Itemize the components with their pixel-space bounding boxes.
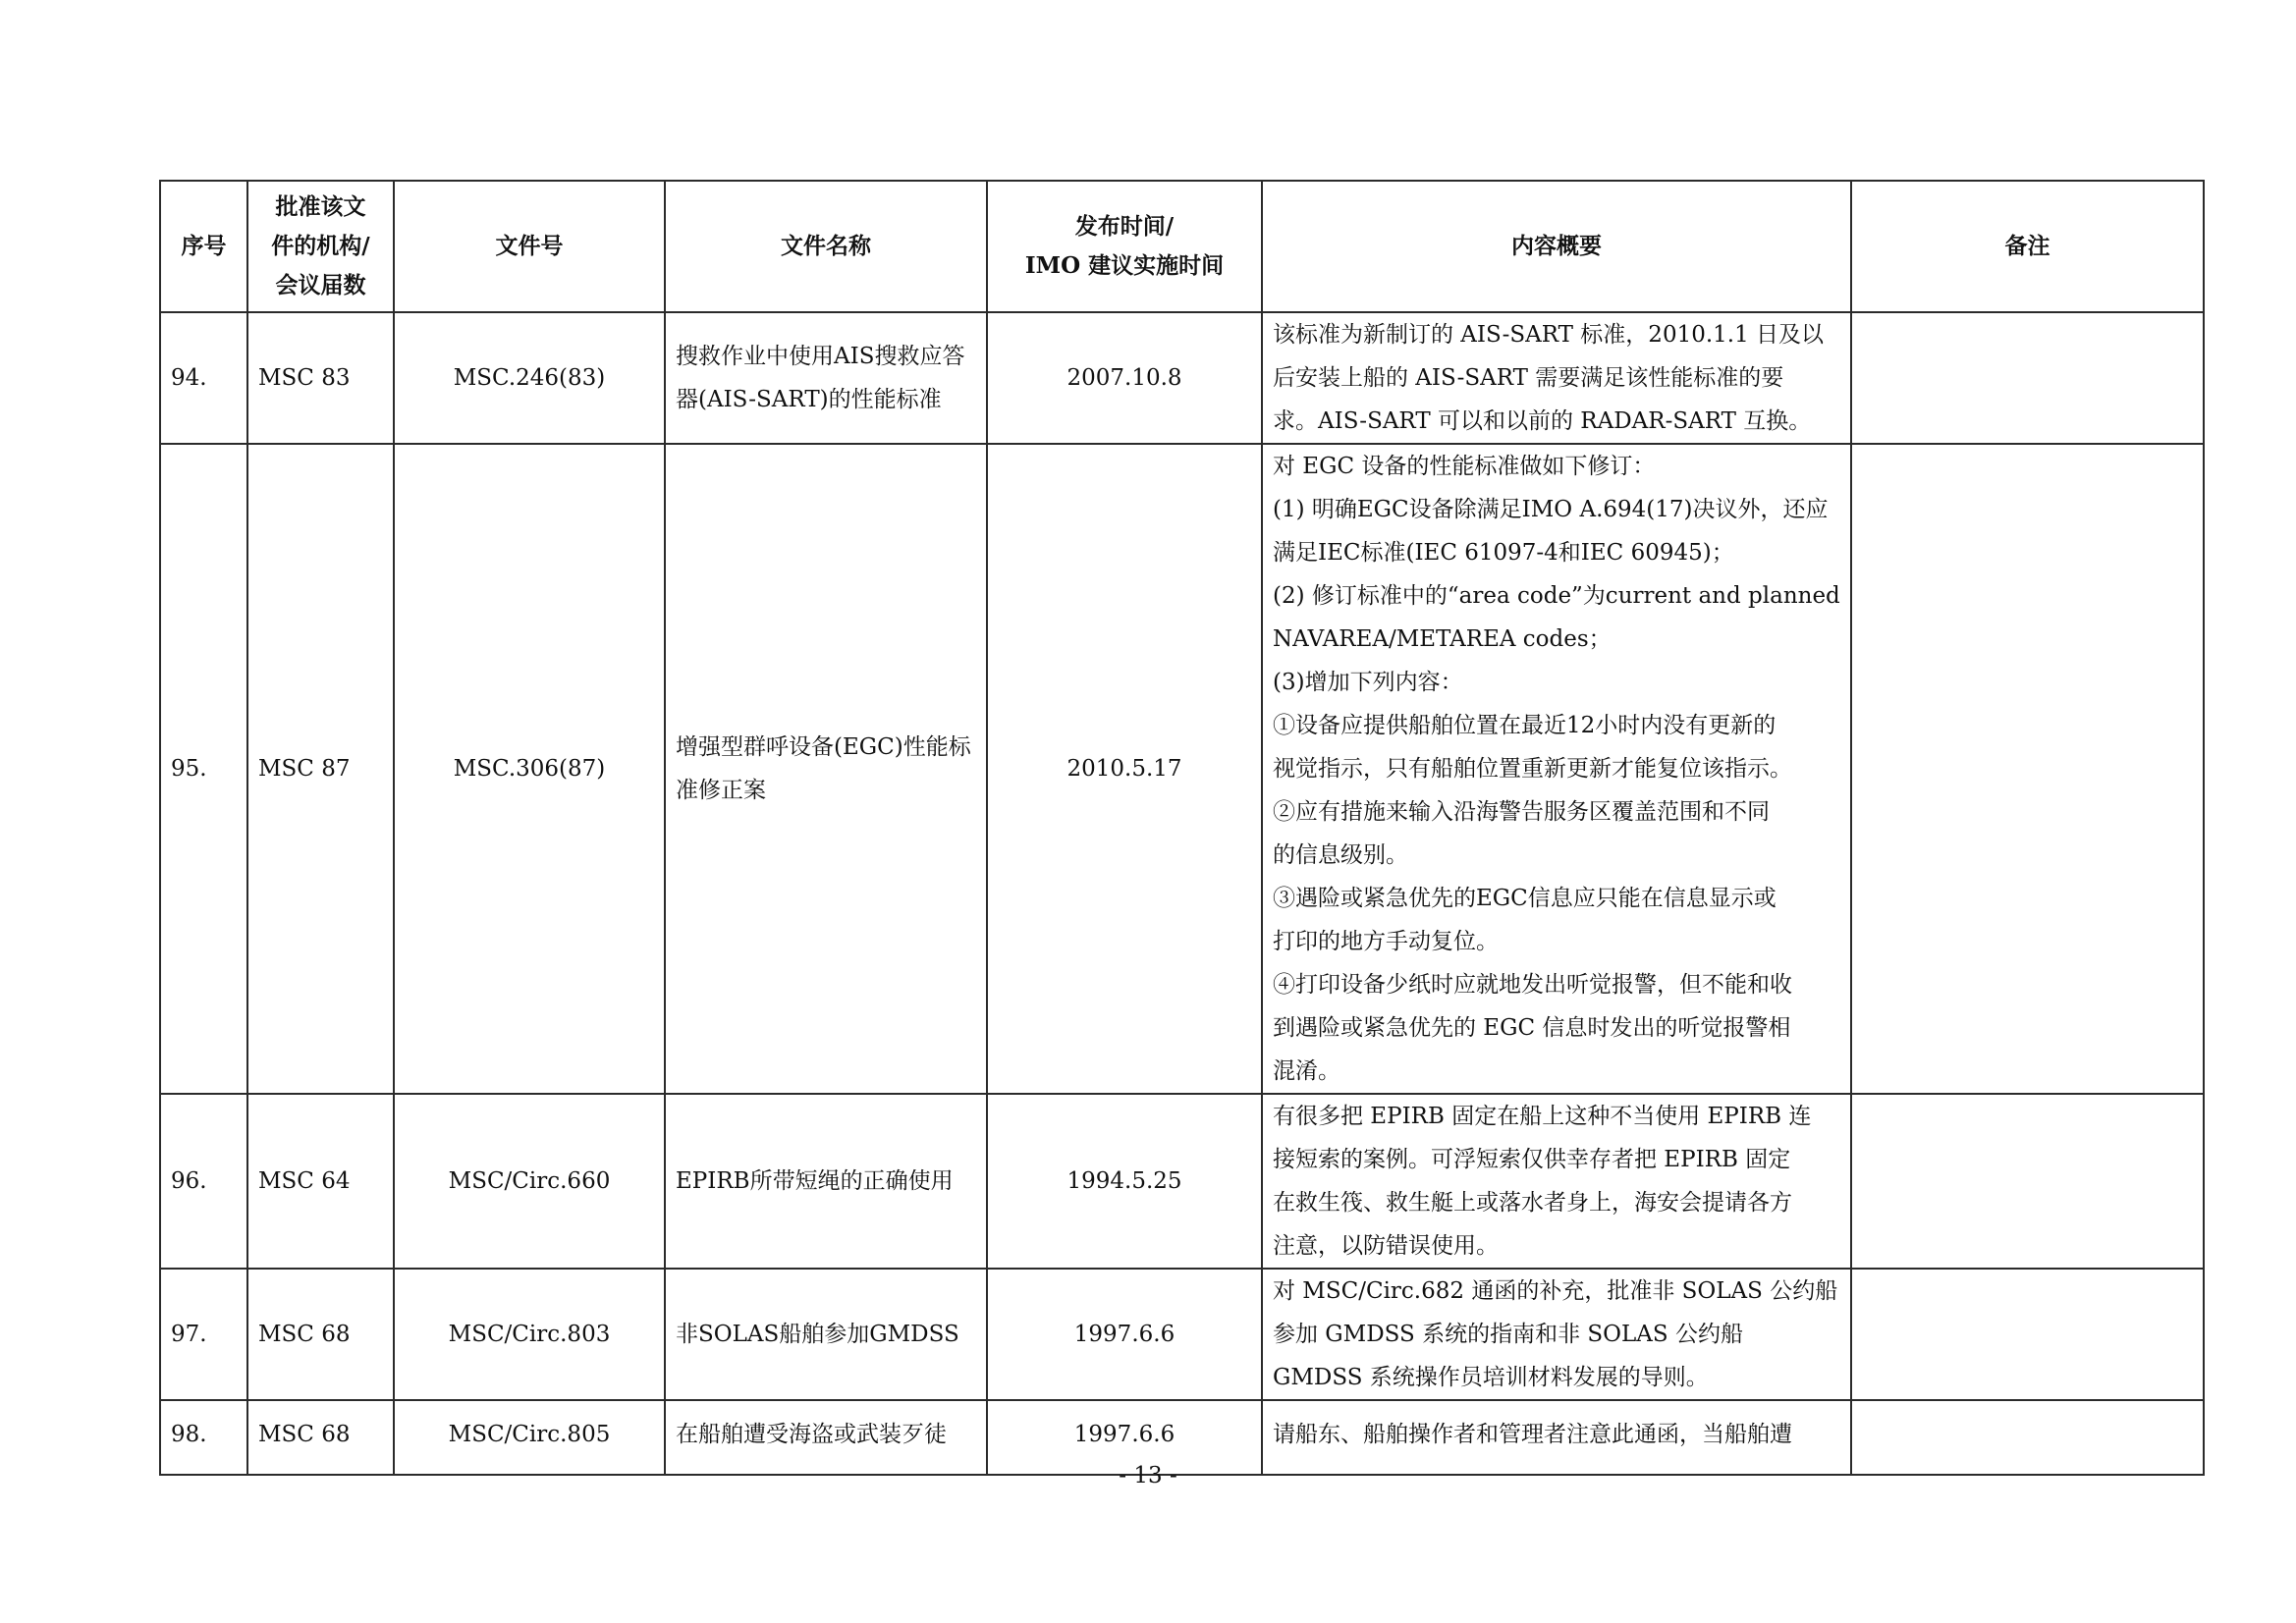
content-line: ③遇险或紧急优先的EGC信息应只能在信息显示或 <box>1273 886 1777 911</box>
doc-name-line: EPIRB所带短绳的正确使用 <box>676 1168 954 1194</box>
cell-content <box>1262 444 1851 1094</box>
doc-name-line: 器(AIS-SART)的性能标准 <box>676 387 942 412</box>
doc-name-line: 搜救作业中使用AIS搜救应答 <box>676 344 965 369</box>
content-line: 满足IEC标准(IEC 61097-4和IEC 60945)； <box>1273 540 1734 566</box>
content-line: (2) 修订标准中的“area code”为current and planned <box>1273 583 1840 609</box>
header-date-line-2: IMO 建议实施时间 <box>1024 252 1225 279</box>
content-line: 对 EGC 设备的性能标准做如下修订： <box>1273 454 1656 479</box>
cell-no: 94. <box>160 312 247 444</box>
content-line: GMDSS 系统操作员培训材料发展的导则。 <box>1273 1365 1709 1390</box>
header-org-line-2: 件的机构/ <box>271 233 370 259</box>
cell-doc-number: MSC.246(83) <box>394 312 665 444</box>
content-line: (1) 明确EGC设备除满足IMO A.694(17)决议外，还应 <box>1273 497 1829 522</box>
cell-doc-name <box>665 1269 987 1400</box>
cell-org: MSC 68 <box>247 1269 394 1400</box>
content-line: 在救生筏、救生艇上或落水者身上，海安会提请各方 <box>1273 1190 1792 1216</box>
header-doc-name: 文件名称 <box>665 181 987 312</box>
content-line: 注意，以防错误使用。 <box>1273 1233 1499 1259</box>
cell-org: MSC 87 <box>247 444 394 1094</box>
content-line: 混淆。 <box>1273 1058 1340 1084</box>
cell-doc-name <box>665 312 987 444</box>
doc-name-line: 准修正案 <box>676 778 766 803</box>
cell-content <box>1262 312 1851 444</box>
cell-doc-name <box>665 444 987 1094</box>
content-line: 的信息级别。 <box>1273 842 1408 868</box>
content-line: ④打印设备少纸时应就地发出听觉报警，但不能和收 <box>1273 972 1792 998</box>
content-line: 请船东、船舶操作者和管理者注意此通函，当船舶遭 <box>1273 1422 1792 1447</box>
header-note: 备注 <box>1851 181 2204 312</box>
cell-no: 95. <box>160 444 247 1094</box>
content-line: 打印的地方手动复位。 <box>1273 929 1499 954</box>
table-row <box>160 444 2204 1094</box>
cell-content <box>1262 1094 1851 1269</box>
content-line: 对 MSC/Circ.682 通函的补充，批准非 SOLAS 公约船 <box>1273 1278 1838 1304</box>
content-line: 该标准为新制订的 AIS-SART 标准，2010.1.1 日及以 <box>1273 322 1825 348</box>
content-line: ②应有措施来输入沿海警告服务区覆盖范围和不同 <box>1273 799 1770 825</box>
content-line: 后安装上船的 AIS-SART 需要满足该性能标准的要 <box>1273 365 1784 391</box>
header-org <box>247 181 394 312</box>
content-line: ①设备应提供船舶位置在最近12小时内没有更新的 <box>1273 713 1777 738</box>
page-number: - 13 - <box>1119 1463 1177 1488</box>
content-line: 参加 GMDSS 系统的指南和非 SOLAS 公约船 <box>1273 1322 1743 1347</box>
content-line: 到遇险或紧急优先的 EGC 信息时发出的听觉报警相 <box>1273 1015 1791 1041</box>
header-org-line-1: 批准该文 <box>275 193 366 220</box>
cell-org: MSC 68 <box>247 1400 394 1475</box>
content-line: 求。AIS-SART 可以和以前的 RADAR-SART 互换。 <box>1273 408 1812 434</box>
cell-no: 96. <box>160 1094 247 1269</box>
header-content: 内容概要 <box>1262 181 1851 312</box>
table-row <box>160 312 2204 444</box>
cell-doc-number: MSC/Circ.805 <box>394 1400 665 1475</box>
cell-date: 1997.6.6 <box>987 1400 1262 1475</box>
table-row <box>160 1094 2204 1269</box>
content-line: 视觉指示，只有船舶位置重新更新才能复位该指示。 <box>1273 756 1792 782</box>
cell-note <box>1851 1269 2204 1400</box>
cell-date: 2010.5.17 <box>987 444 1262 1094</box>
cell-note <box>1851 1094 2204 1269</box>
cell-content <box>1262 1269 1851 1400</box>
content-line: (3)增加下列内容： <box>1273 670 1463 695</box>
cell-note <box>1851 444 2204 1094</box>
doc-name-line: 增强型群呼设备(EGC)性能标 <box>676 734 971 760</box>
content-line: NAVAREA/METAREA codes； <box>1273 626 1612 652</box>
header-doc-number: 文件号 <box>394 181 665 312</box>
header-org-line-3: 会议届数 <box>275 272 366 298</box>
cell-doc-number: MSC/Circ.660 <box>394 1094 665 1269</box>
cell-no: 97. <box>160 1269 247 1400</box>
cell-doc-name <box>665 1094 987 1269</box>
cell-org: MSC 64 <box>247 1094 394 1269</box>
doc-name-line: 在船舶遭受海盗或武装歹徒 <box>676 1422 947 1447</box>
cell-date: 1994.5.25 <box>987 1094 1262 1269</box>
doc-name-line: 非SOLAS船舶参加GMDSS <box>676 1322 959 1347</box>
cell-date: 1997.6.6 <box>987 1269 1262 1400</box>
cell-doc-number: MSC.306(87) <box>394 444 665 1094</box>
table-row <box>160 1269 2204 1400</box>
content-line: 接短索的案例。可浮短索仅供幸存者把 EPIRB 固定 <box>1273 1147 1791 1172</box>
header-no: 序号 <box>160 181 247 312</box>
cell-note <box>1851 312 2204 444</box>
cell-date: 2007.10.8 <box>987 312 1262 444</box>
header-date-line-1: 发布时间/ <box>1074 213 1175 240</box>
cell-no: 98. <box>160 1400 247 1475</box>
content-line: 有很多把 EPIRB 固定在船上这种不当使用 EPIRB 连 <box>1273 1104 1812 1129</box>
table-header-row <box>160 181 2204 312</box>
cell-doc-number: MSC/Circ.803 <box>394 1269 665 1400</box>
header-date <box>987 181 1262 312</box>
cell-org: MSC 83 <box>247 312 394 444</box>
regulation-table <box>159 180 2205 1476</box>
